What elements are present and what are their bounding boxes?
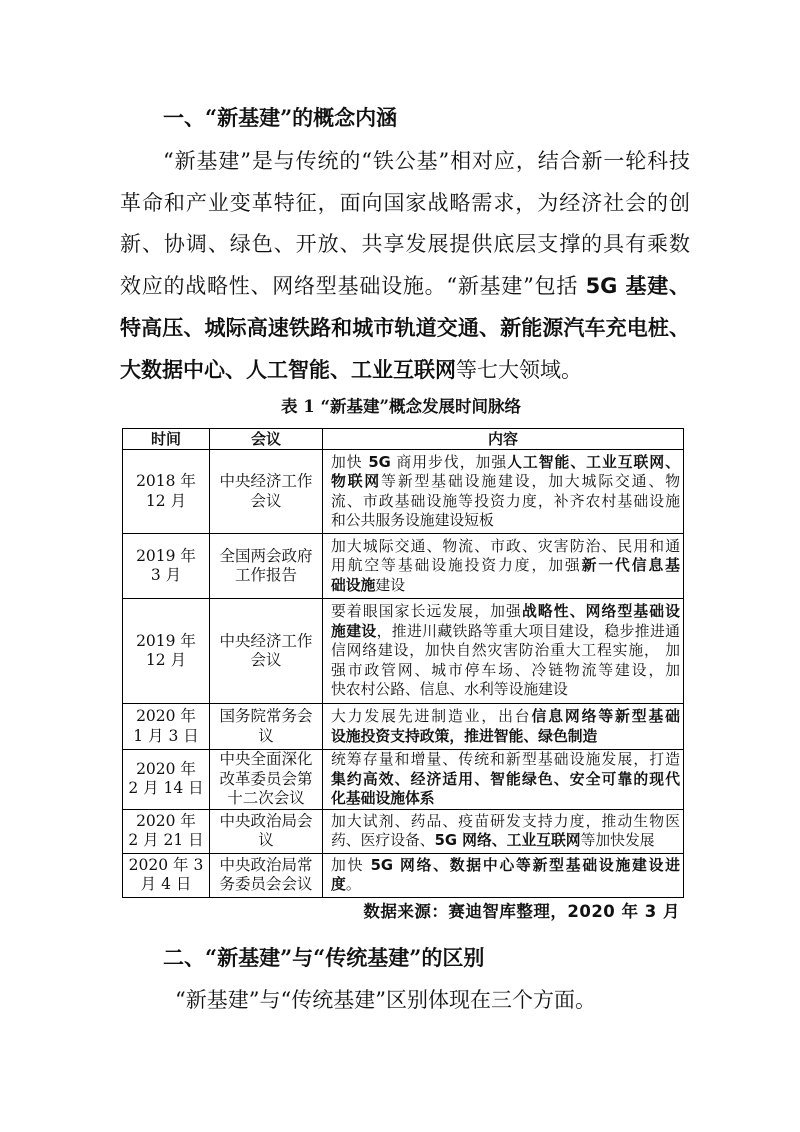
text-line [120, 308, 690, 350]
text-line: 3 月 [150, 566, 182, 584]
table-row [123, 750, 684, 810]
table-row [123, 853, 684, 897]
table-caption: 表 1 “新基建”概念发展时间脉络 [281, 397, 521, 416]
text-segment: 快农村公路、信息、水利等设施建设 [331, 681, 568, 699]
text-line [120, 350, 690, 392]
text-line [331, 812, 680, 832]
text-line [331, 727, 680, 747]
text-segment: 革命和产业变革特征，面向国家战略需求，为经济社会的创 [120, 190, 690, 215]
header-time: 时间 [123, 429, 210, 450]
text-line [331, 707, 680, 727]
bold-text-segment: 施建设 [331, 622, 377, 640]
text-line [120, 183, 690, 225]
table-row [123, 534, 684, 599]
time-cell [123, 853, 210, 897]
text-line [331, 875, 680, 895]
text-line: 中央经济工作 [219, 631, 313, 650]
text-line: 中央全面深化 [219, 750, 313, 768]
text-line: 2020 年 3 [128, 855, 204, 874]
table-row [123, 809, 684, 853]
text-line: 会议 [250, 651, 282, 669]
text-line: 会议 [250, 491, 282, 510]
data-source-note: 数据来源：赛迪智库整理，2020 年 3 月 [363, 902, 680, 921]
bold-text-segment: 信息网络等新型基础 [531, 708, 680, 725]
text-line: 2 月 14 日 [128, 779, 204, 798]
bold-text-segment: 础设施 [331, 576, 376, 594]
time-cell [123, 450, 210, 534]
text-line [331, 680, 680, 700]
text-segment: 流、市政基础设施等投资力度，补齐农村基础设施 [331, 492, 680, 510]
text-segment: 加大城际交通、物流、市政、灾害防治、民用和通 [331, 537, 680, 555]
text-line: 国务院常务会 [219, 707, 313, 725]
text-segment: 。 [345, 876, 361, 893]
time-cell [123, 599, 210, 704]
text-line: 改革委员会第 [219, 769, 313, 788]
time-cell [123, 750, 210, 810]
text-segment: 用航空等基础设施投资力度，加强 [331, 557, 582, 575]
text-line: 2020 年 [136, 811, 196, 830]
content-cell [323, 704, 684, 750]
text-segment: 等加快发展 [580, 832, 655, 849]
text-line: 全国两会政府 [219, 546, 313, 565]
text-line [331, 602, 680, 622]
text-segment: 等七大领域。 [456, 357, 582, 382]
time-cell [123, 704, 210, 750]
meeting-cell [210, 704, 323, 750]
content-cell [323, 809, 684, 853]
text-segment: 商用步伐，加强 [390, 453, 508, 471]
text-line [331, 576, 680, 596]
meeting-cell [210, 534, 323, 599]
text-line [331, 492, 680, 512]
content-cell [323, 450, 684, 534]
bold-text-segment: 5G 网络、数据中心等新型基础设施建设进 [370, 856, 680, 874]
meeting-cell [210, 599, 323, 704]
section-1-heading: 一、“新基建”的概念内涵 [163, 105, 398, 130]
bold-text-segment: 化基础设施体系 [331, 790, 435, 807]
text-line: 2020 年 [136, 707, 196, 725]
text-line: 2019 年 [136, 631, 196, 650]
text-line [331, 453, 680, 473]
text-line [331, 556, 680, 576]
section-2-paragraph: “新基建”与“传统基建”区别体现在三个方面。 [175, 988, 596, 1012]
bold-text-segment: 5G 基建、 [585, 274, 690, 299]
text-line [331, 789, 680, 809]
text-line [120, 141, 690, 183]
text-line: 12 月 [145, 651, 187, 669]
meeting-cell [210, 450, 323, 534]
text-line: 12 月 [145, 491, 187, 510]
text-line: 议 [258, 726, 274, 745]
text-line: 1 月 3 日 [133, 726, 199, 745]
bold-text-segment: 5G 网络、工业互联网 [434, 832, 581, 849]
bold-text-segment: 新一代信息基 [581, 557, 680, 575]
time-cell [123, 534, 210, 599]
text-line: 2 月 21 日 [128, 831, 204, 849]
text-segment: 加快 [331, 453, 369, 471]
text-line: 议 [258, 831, 274, 849]
time-cell [123, 809, 210, 853]
table-header-row [123, 429, 684, 450]
bold-text-segment: 特高压、城际高速铁路和城市轨道交通、新能源汽车充电桩、 [120, 315, 690, 340]
timeline-table [122, 428, 684, 898]
text-segment: 加大试剂、药品、疫苗研发支持力度，推动生物医 [331, 812, 680, 830]
text-segment: 加快 [331, 856, 371, 874]
text-line: 2020 年 [136, 759, 196, 778]
text-line [331, 511, 680, 531]
text-segment: 信网络建设，加快自然灾害防治重大工程实施， 加 [331, 642, 680, 660]
content-cell [323, 599, 684, 704]
text-line: 月 4 日 [140, 875, 192, 893]
text-line: 中央政治局常 [219, 855, 313, 874]
bold-text-segment: 度 [331, 876, 346, 893]
meeting-cell [210, 853, 323, 897]
text-line: 2019 年 [136, 546, 196, 565]
text-line [331, 856, 680, 876]
bold-text-segment: 5G [368, 453, 391, 471]
text-segment: 新、协调、绿色、开放、共享发展提供底层支撑的具有乘数 [120, 232, 690, 257]
text-line: 工作报告 [234, 566, 297, 584]
content-cell [323, 853, 684, 897]
text-segment: 统筹存量和增量、传统和新型基础设施发展，打造 [331, 751, 680, 768]
text-segment: 药、医疗设备、 [331, 832, 435, 849]
text-segment: 强市政管网、城市停车场、冷链物流等建设，加 [331, 661, 680, 679]
meeting-cell [210, 809, 323, 853]
text-segment: 和公共服务设施建设短板 [331, 512, 494, 529]
text-segment: 建设 [375, 576, 406, 594]
text-line [331, 622, 680, 642]
table-row [123, 704, 684, 750]
header-content: 内容 [323, 429, 684, 450]
text-line [331, 537, 680, 557]
table-row [123, 450, 684, 534]
text-line: 中央政治局会 [219, 811, 313, 830]
bold-text-segment: 大数据中心、人工智能、工业互联网 [120, 357, 456, 382]
text-segment: 要着眼国家长远发展，加强 [331, 603, 522, 621]
text-segment: ，推进川藏铁路等重大项目建设，稳步推进通 [376, 622, 680, 640]
bold-text-segment: 设施投资支持政策，推进智能、绿色制造 [331, 727, 598, 745]
meeting-cell [210, 750, 323, 810]
text-line [331, 472, 680, 492]
text-line: 中央经济工作 [219, 472, 313, 490]
text-line [120, 266, 690, 308]
text-segment: 大力发展先进制造业，出台 [331, 708, 532, 725]
text-line [120, 224, 690, 266]
text-segment: 效应的战略性、网络型基础设施。“新基建”包括 [120, 274, 586, 299]
text-line [331, 641, 680, 661]
text-line: 十二次会议 [227, 789, 305, 807]
bold-text-segment: 战略性、网络型基础设 [521, 603, 680, 621]
table-row [123, 599, 684, 704]
text-segment: 等新型基础设施建设，加大城际交通、物 [381, 473, 680, 490]
text-line [331, 750, 680, 770]
section-2-heading: 二、“新基建”与“传统基建”的区别 [163, 945, 485, 970]
text-line [331, 770, 680, 790]
content-cell [323, 750, 684, 810]
bold-text-segment: 物联网 [331, 473, 382, 490]
content-cell [323, 534, 684, 599]
bold-text-segment: 集约高效、经济适用、智能绿色、安全可靠的现代 [331, 770, 680, 788]
text-segment: “新基建”是与传统的“铁公基”相对应，结合新一轮科技 [163, 149, 690, 173]
text-line [331, 661, 680, 681]
text-line [331, 831, 680, 851]
bold-text-segment: 人工智能、工业互联网、 [507, 453, 680, 471]
text-line: 2018 年 [136, 472, 196, 490]
header-meeting: 会议 [210, 429, 323, 450]
section-1-paragraph [120, 141, 690, 391]
text-line: 务委员会会议 [219, 875, 313, 893]
